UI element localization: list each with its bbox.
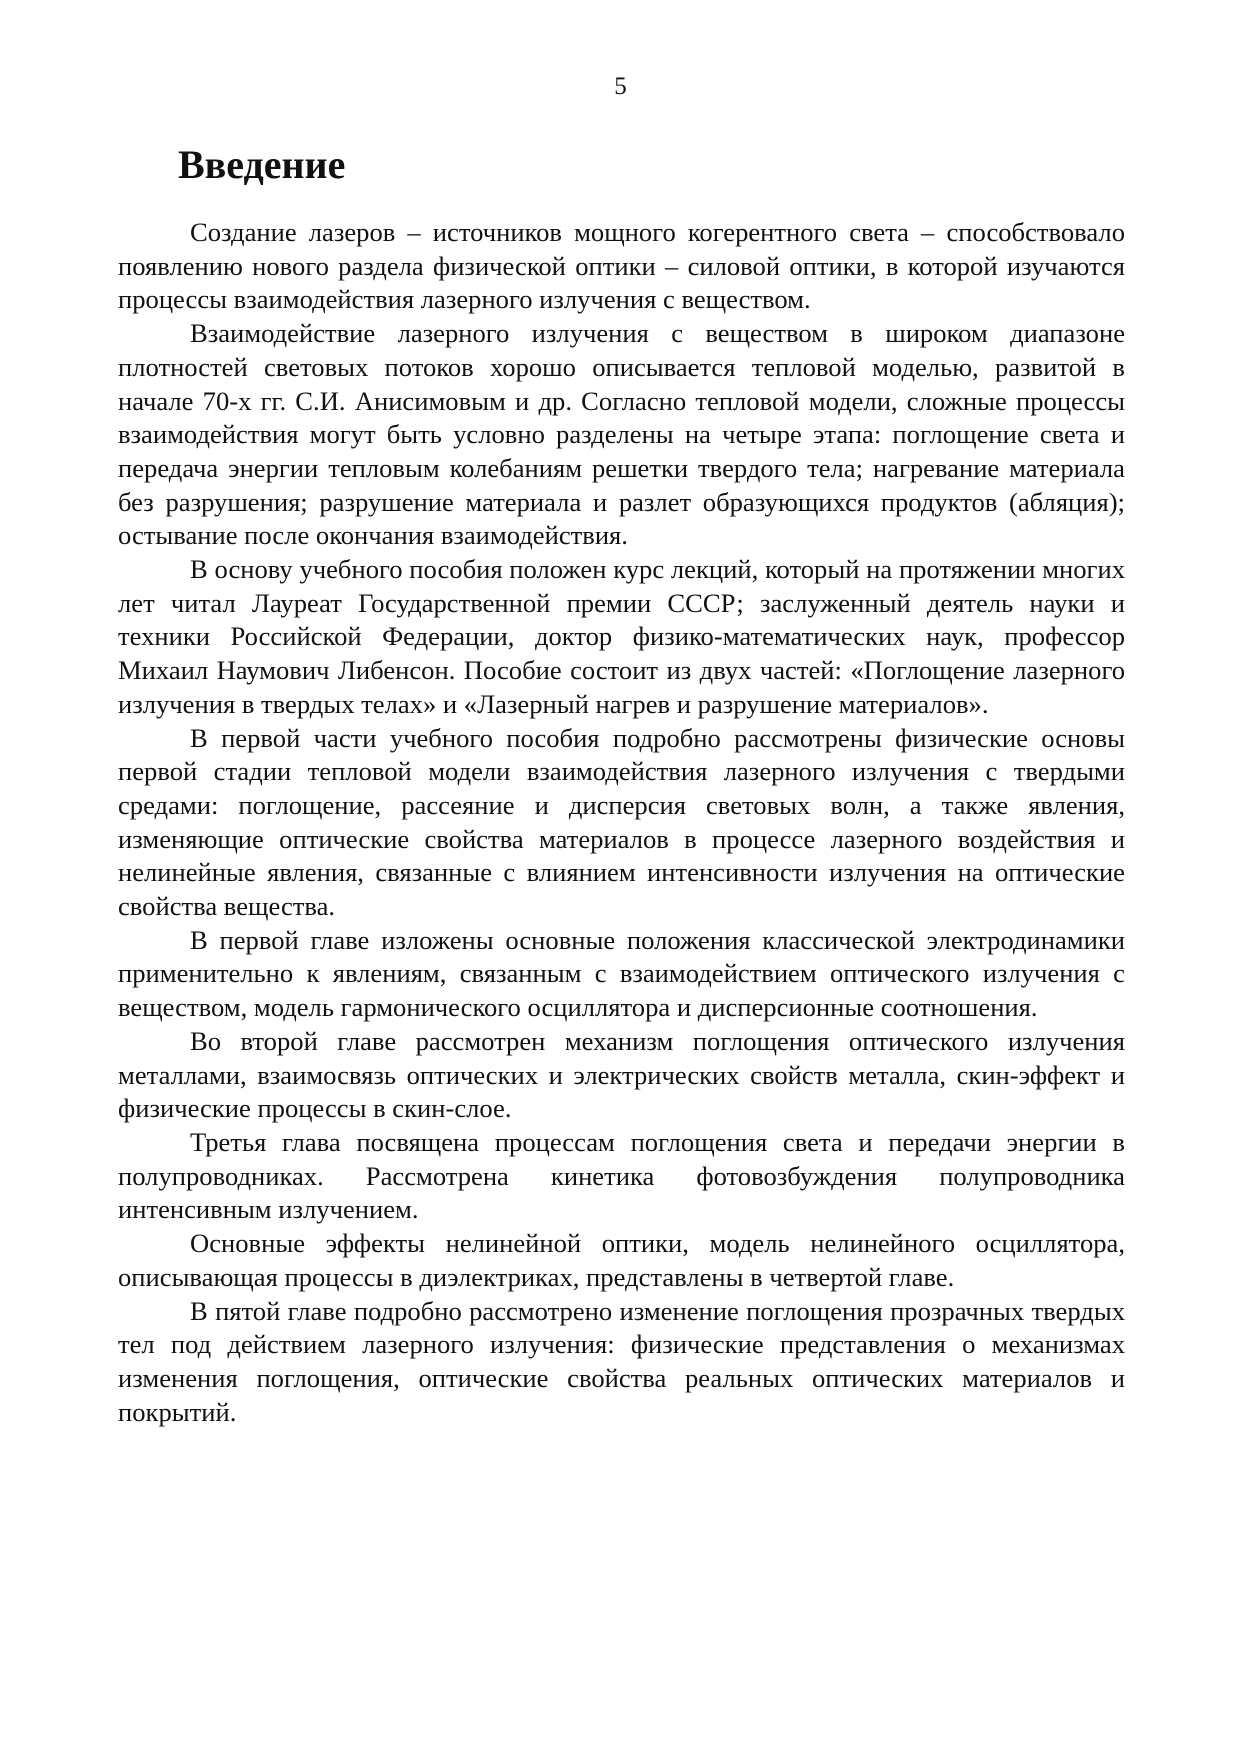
- page-number: 5: [614, 73, 627, 100]
- paragraph-chapter-1: В первой главе изложены основные положения классической электродинамики применительно к явлениям, связанным с взаимодействием оптического излучения с веществом, модель гармонического осциллятора и дисперсионные соотношения.: [118, 924, 1125, 1023]
- page-title: Введение: [178, 142, 346, 187]
- paragraph-first-part: В первой части учебного пособия подробно рассмотрены физические основы первой стадии тепловой модели взаимодействия лазерного излучения с твердыми средами: поглощение, рассеяние и дисперсия световых волн, а также явления, изменяющие оптические свойства материалов в процессе лазерного воздействия и нелинейные явления, связанные с влиянием интенсивности излучения на оптические свойства вещества.: [118, 722, 1125, 922]
- paragraph-thermal-model: Взаимодействие лазерного излучения с веществом в широком диапазоне плотностей световых потоков хорошо описывается тепловой моделью, развитой в начале 70-х гг. С.И. Анисимовым и др. Согласно тепловой модели, сложные процессы взаимодействия могут быть условно разделены на четыре этапа: поглощение света и передача энергии тепловым колебаниям решетки твердого тела; нагревание материала без разрушения; разрушение материала и разлет образующихся продуктов (абляция); остывание после окончания взаимодействия.: [118, 318, 1125, 551]
- paragraph-lecture-course: В основу учебного пособия положен курс лекций, который на протяжении многих лет читал Лауреат Государственной премии СССР; заслуженный деятель науки и техники Российской Федерации, доктор физико-математических наук, профессор Михаил Наумович Либенсон. Пособие состоит из двух частей: «Поглощение лазерного излучения в твердых телах» и «Лазерный нагрев и разрушение материалов».: [118, 554, 1125, 719]
- paragraph-chapter-4: Основные эффекты нелинейной оптики, модель нелинейного осциллятора, описывающая процессы в диэлектриках, представлены в четвертой главе.: [118, 1228, 1125, 1292]
- body-text: [118, 216, 1125, 1429]
- paragraph-chapter-5: В пятой главе подробно рассмотрено изменение поглощения прозрачных твердых тел под действием лазерного излучения: физические представления о механизмах изменения поглощения, оптические свойства реальных оптических материалов и покрытий.: [118, 1295, 1125, 1427]
- paragraph-intro-lasers: Создание лазеров – источников мощного когерентного света – способствовало появлению нового раздела физической оптики – силовой оптики, в которой изучаются процессы взаимодействия лазерного излучения с веществом.: [118, 217, 1125, 315]
- paragraph-chapter-2: Во второй главе рассмотрен механизм поглощения оптического излучения металлами, взаимосвязь оптических и электрических свойств металла, скин-эффект и физические процессы в скин-слое.: [118, 1025, 1125, 1124]
- paragraph-chapter-3: Третья глава посвящена процессам поглощения света и передачи энергии в полупроводниках. Рассмотрена кинетика фотовозбуждения полупроводника интенсивным излучением.: [118, 1126, 1125, 1225]
